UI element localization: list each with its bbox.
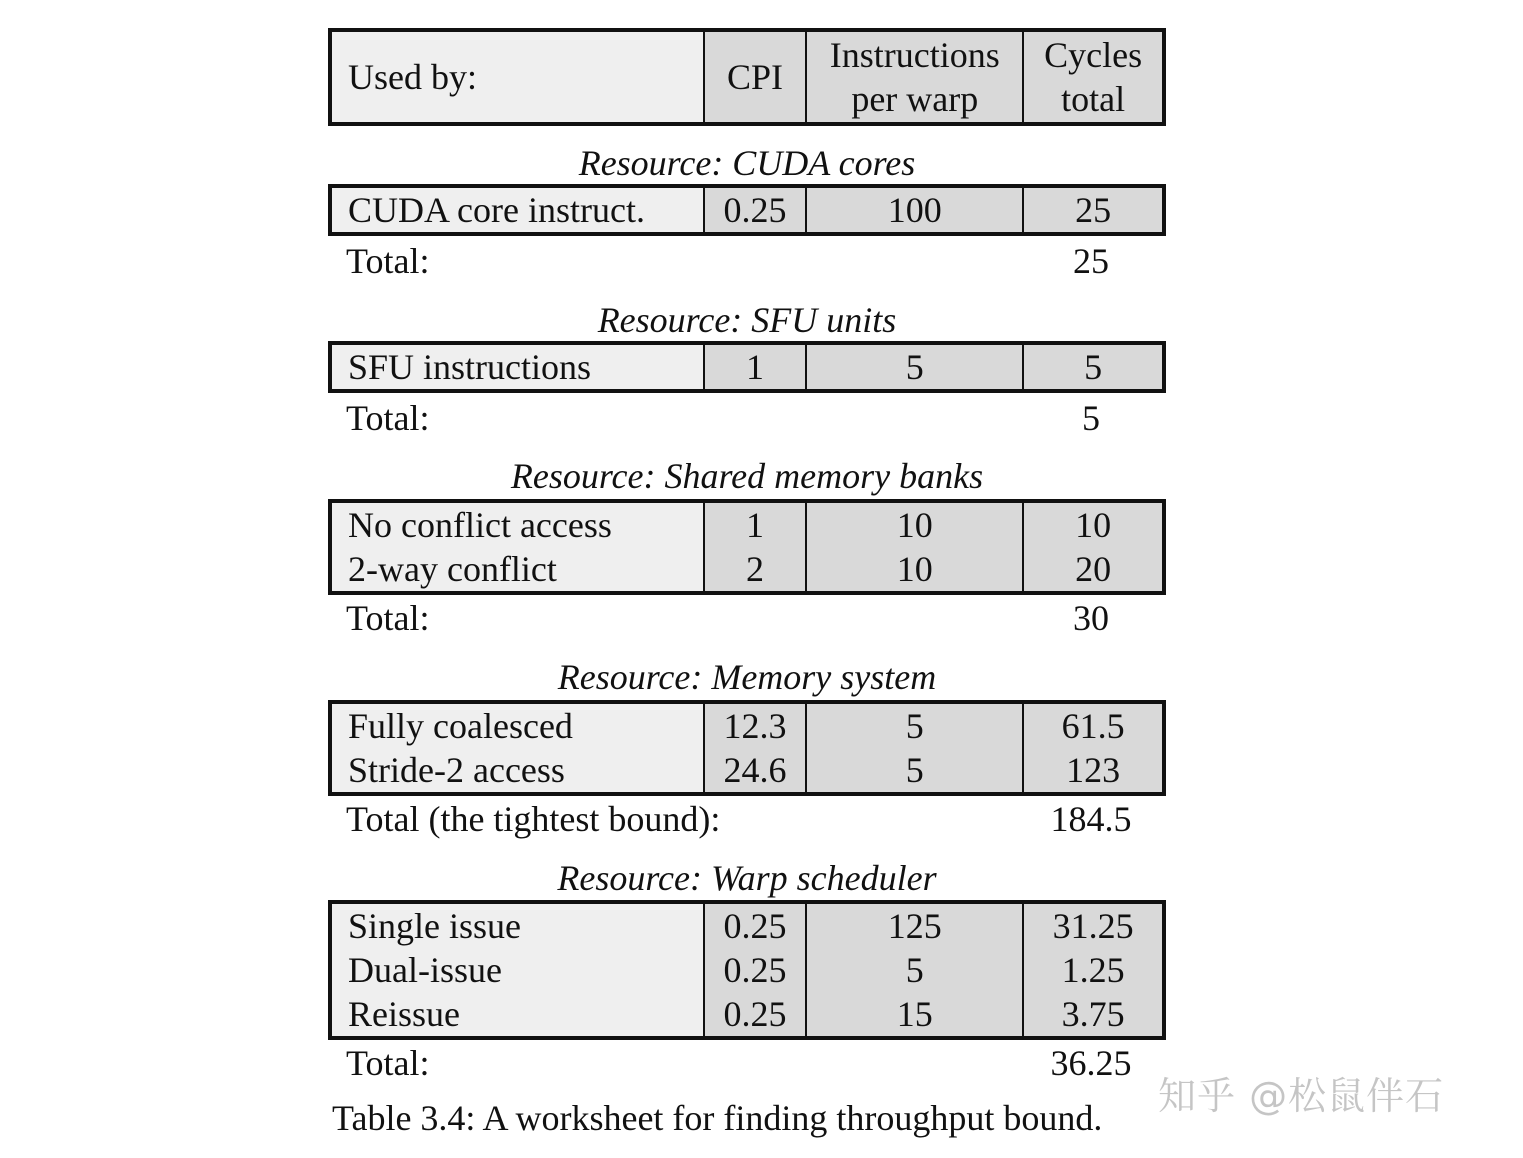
section-table-cuda-cores [328, 184, 1166, 236]
instructions-cell: 5 [806, 948, 1023, 992]
cpi-cell: 0.25 [704, 902, 806, 948]
total-label: Total: [346, 398, 430, 438]
section-title-sfu-units: Resource: SFU units [597, 300, 897, 340]
used-by-cell: No conflict access [330, 501, 704, 547]
table-row [330, 748, 1164, 794]
used-by-cell: Fully coalesced [330, 702, 704, 748]
used-by-cell: Reissue [330, 992, 704, 1038]
cycles-cell: 123 [1023, 748, 1164, 794]
total-label: Total (the tightest bound): [346, 799, 721, 839]
cycles-cell: 10 [1023, 501, 1164, 547]
total-value: 30 [1073, 598, 1109, 638]
cpi-cell: 1 [704, 343, 806, 391]
cycles-cell: 5 [1023, 343, 1164, 391]
cycles-cell: 1.25 [1023, 948, 1164, 992]
table-row [330, 547, 1164, 593]
instructions-cell: 5 [806, 748, 1023, 794]
instructions-cell: 15 [806, 992, 1023, 1038]
total-value: 36.25 [1050, 1043, 1132, 1083]
cpi-cell: 12.3 [704, 702, 806, 748]
cpi-cell: 0.25 [704, 948, 806, 992]
table-row [330, 702, 1164, 748]
table-caption: Table 3.4: A worksheet for finding throughput bound. [332, 1098, 1103, 1138]
section-title-warp-scheduler: Resource: Warp scheduler [557, 858, 937, 898]
header-table [328, 28, 1166, 126]
table-row [330, 948, 1164, 992]
instructions-cell: 10 [806, 501, 1023, 547]
watermark: 知乎 @松鼠伴石 [1158, 1074, 1445, 1118]
table-row [330, 501, 1164, 547]
used-by-cell: Stride-2 access [330, 748, 704, 794]
table-row [330, 343, 1164, 391]
total-label: Total: [346, 1043, 430, 1083]
section-title-cuda-cores: Resource: CUDA cores [578, 143, 916, 183]
cycles-cell: 61.5 [1023, 702, 1164, 748]
used-by-cell: CUDA core instruct. [330, 186, 704, 234]
cycles-cell: 20 [1023, 547, 1164, 593]
instructions-cell: 10 [806, 547, 1023, 593]
cpi-cell: 2 [704, 547, 806, 593]
used-by-cell: Dual-issue [330, 948, 704, 992]
instructions-cell: 5 [806, 702, 1023, 748]
table-row [330, 902, 1164, 948]
section-table-shared-memory-banks [328, 499, 1166, 595]
total-label: Total: [346, 241, 430, 281]
instructions-cell: 125 [806, 902, 1023, 948]
used-by-cell: SFU instructions [330, 343, 704, 391]
section-title-memory-system: Resource: Memory system [557, 657, 937, 697]
cycles-cell: 3.75 [1023, 992, 1164, 1038]
header-cycles-total: Cycles total [1023, 30, 1164, 124]
used-by-cell: Single issue [330, 902, 704, 948]
cpi-cell: 24.6 [704, 748, 806, 794]
header-row [330, 30, 1164, 124]
header-instructions-per-warp: Instructions per warp [806, 30, 1023, 124]
cpi-cell: 0.25 [704, 186, 806, 234]
table-row [330, 186, 1164, 234]
section-table-memory-system [328, 700, 1166, 796]
total-value: 5 [1082, 398, 1100, 438]
cpi-cell: 1 [704, 501, 806, 547]
used-by-cell: 2-way conflict [330, 547, 704, 593]
header-cpi: CPI [704, 30, 806, 124]
header-used-by: Used by: [330, 30, 704, 124]
instructions-cell: 100 [806, 186, 1023, 234]
section-title-shared-memory-banks: Resource: Shared memory banks [510, 456, 984, 496]
section-table-sfu-units [328, 341, 1166, 393]
total-value: 25 [1073, 241, 1109, 281]
section-table-warp-scheduler [328, 900, 1166, 1040]
total-label: Total: [346, 598, 430, 638]
cpi-cell: 0.25 [704, 992, 806, 1038]
cycles-cell: 31.25 [1023, 902, 1164, 948]
cycles-cell: 25 [1023, 186, 1164, 234]
table-row [330, 992, 1164, 1038]
total-value: 184.5 [1050, 799, 1132, 839]
instructions-cell: 5 [806, 343, 1023, 391]
